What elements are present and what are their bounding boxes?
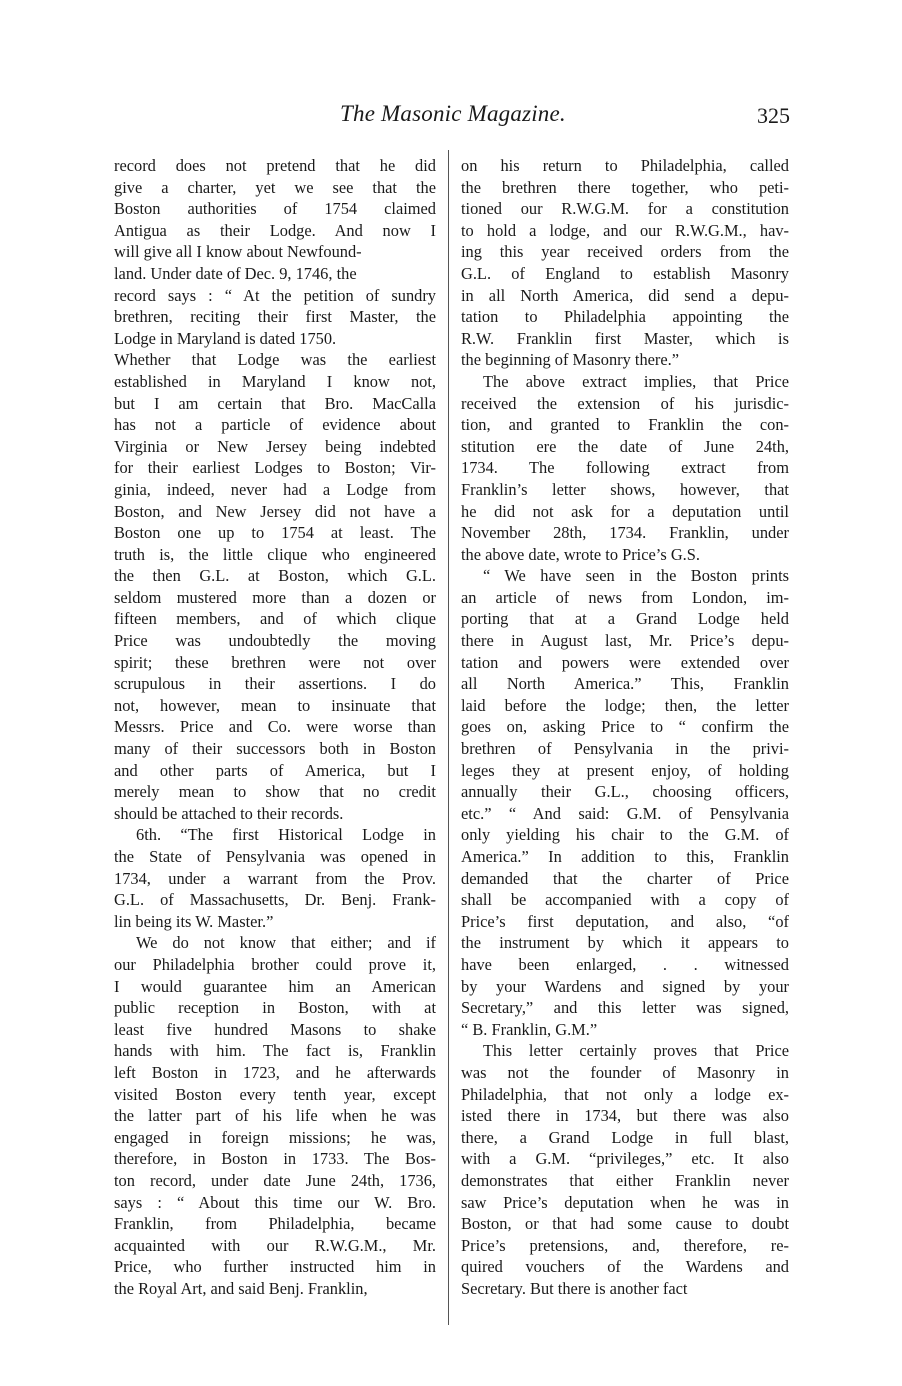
left-column-line: but I am certain that Bro. MacCalla [114,393,436,413]
right-column-line: 1734. The following extract from [461,458,789,478]
left-column-line: ton record, under date June 24th, 1736, [114,1170,436,1190]
right-column-line: to hold a lodge, and our R.W.G.M., hav- [461,220,789,240]
right-column-line: “ B. Franklin, G.M.” [461,1019,598,1039]
left-column-line: engaged in foreign missions; he was, [114,1127,436,1147]
right-column-line: This letter certainly proves that Price [483,1041,789,1061]
left-column-line: seldom mustered more than a dozen or [114,587,436,607]
left-column-line: 6th. “The first Historical Lodge in [136,825,436,845]
right-column-line: received the extension of his jurisdic- [461,393,789,413]
left-column-line: therefore, in Boston in 1733. The Bos- [114,1149,436,1169]
left-column-line: will give all I know about Newfound- [114,242,362,262]
left-column-line: lin being its W. Master.” [114,911,274,931]
left-column-line: acquainted with our R.W.G.M., Mr. [114,1235,436,1255]
right-column-line: laid before the lodge; then, the letter [461,695,789,715]
right-column-line: he did not ask for a deputation until [461,501,789,521]
right-column-line: isted there in 1734, but there was also [461,1106,789,1126]
right-column-line: goes on, asking Price to “ confirm the [461,717,789,737]
page-number: 325 [757,103,790,128]
left-column-line: Antigua as their Lodge. And now I [114,220,436,240]
right-column-line: by your Wardens and signed by your [461,976,789,996]
right-column-line: there in August last, Mr. Price’s depu- [461,631,789,651]
right-column-line: November 28th, 1734. Franklin, under [461,523,789,543]
right-column-line: brethren of Pensylvania in the privi- [461,739,789,759]
left-column-line: brethren, reciting their first Master, the [114,307,436,327]
right-column-line: Secretary. But there is another fact [461,1278,688,1298]
right-column-line: Secretary,” and this letter was signed, [461,998,789,1018]
left-column-line: the latter part of his life when he was [114,1106,436,1126]
left-column-line: hands with him. The fact is, Franklin [114,1041,436,1061]
right-column-line: The above extract implies, that Price [483,371,789,391]
right-column-line: annually their G.L., choosing officers, [461,782,789,802]
right-column-line: demonstrates that either Franklin never [461,1170,789,1190]
right-column-line: Boston, or that had some cause to doubt [461,1214,789,1234]
right-column-line: with a G.M. “privileges,” etc. It also [461,1149,789,1169]
left-column-line: 1734, under a warrant from the Prov. [114,868,436,888]
left-column-line: truth is, the little clique who engineered [114,544,436,564]
left-column-line: record says : “ At the petition of sundry [114,285,436,305]
right-column-line: Philadelphia, that not only a lodge ex- [461,1084,789,1104]
right-column-line: tion, and granted to Franklin the con- [461,415,789,435]
left-column-line: public reception in Boston, with at [114,998,436,1018]
right-column-line: quired vouchers of the Wardens and [461,1257,789,1277]
left-column-line: left Boston in 1723, and he afterwards [114,1062,436,1082]
right-column-line: an article of news from London, im- [461,587,789,607]
right-column-line: the above date, wrote to Price’s G.S. [461,544,700,564]
running-title: The Masonic Magazine. [340,101,566,126]
right-column-line: Price’s pretensions, and, therefore, re- [461,1235,789,1255]
left-column-line: Price, who further instructed him in [114,1257,436,1277]
right-column-line: tioned our R.W.G.M. for a constitution [461,199,789,219]
left-column-line: Messrs. Price and Co. were worse than [114,717,436,737]
left-column-line: Whether that Lodge was the earliest [114,350,436,370]
left-column [114,155,436,1325]
right-column-line: America.” In addition to this, Franklin [461,847,789,866]
right-column-line: have been enlarged, . . witnessed [461,954,789,974]
left-column-line: least five hundred Masons to shake [114,1019,436,1039]
right-column-line: R.W. Franklin first Master, which is [461,328,789,348]
left-column-line: the then G.L. at Boston, which G.L. [114,566,436,586]
left-column-line: says : “ About this time our W. Bro. [114,1192,436,1212]
right-column-line: tation and powers were extended over [461,652,789,672]
right-column-line: in all North America, did send a depu- [461,285,789,305]
right-column-line: only yielding his chair to the G.M. of [461,825,789,845]
left-column-line: land. Under date of Dec. 9, 1746, the [114,263,357,283]
left-column-line: Boston authorities of 1754 claimed [114,199,436,219]
left-column-line: should be attached to their records. [114,803,344,823]
right-column-line: all North America.” This, Franklin [461,674,789,694]
left-column-line: We do not know that either; and if [136,933,436,953]
right-column-line: Price’s first deputation, and also, “of [461,911,789,931]
right-column-line: tation to Philadelphia appointing the [461,307,789,327]
left-column-line: for their earliest Lodges to Boston; Vir- [114,458,436,478]
right-column-line: Franklin’s letter shows, however, that [461,479,789,499]
right-column-line: leges they at present enjoy, of holding [461,760,789,780]
left-column-line: Lodge in Maryland is dated 1750. [114,328,337,348]
left-column-line: scrupulous in their assertions. I do [114,674,436,694]
right-column [461,155,789,1325]
left-column-line: Virginia or New Jersey being indebted [114,436,436,456]
right-column-line: demanded that the charter of Price [461,868,789,888]
right-column-line: G.L. of England to establish Masonry [461,263,789,283]
right-column-line: stitution ere the date of June 24th, [461,436,789,456]
left-column-line: Boston one up to 1754 at least. The [114,523,436,543]
left-column-line: and other parts of America, but I [114,760,436,780]
left-column-line: has not a particle of evidence about [114,415,436,435]
page-header [0,95,902,135]
left-column-line: Boston, and New Jersey did not have a [114,501,436,521]
right-column-line: the beginning of Masonry there.” [461,350,680,370]
left-column-line: fifteen members, and of which clique [114,609,436,629]
left-column-line: established in Maryland I know not, [114,371,436,391]
left-column-line: ginia, indeed, never had a Lodge from [114,479,436,499]
left-column-line: Price was undoubtedly the moving [114,631,436,651]
right-column-line: porting that at a Grand Lodge held [461,609,789,629]
left-column-line: our Philadelphia brother could prove it, [114,954,436,974]
column-divider [448,150,449,1325]
left-column-line: merely mean to show that no credit [114,782,436,802]
right-column-line: shall be accompanied with a copy of [461,890,789,910]
right-column-line: the instrument by which it appears to [461,933,789,953]
left-column-line: G.L. of Massachusetts, Dr. Benj. Frank- [114,890,436,910]
right-column-line: was not the founder of Masonry in [461,1062,789,1082]
left-column-line: give a charter, yet we see that the [114,177,436,197]
left-column-line: the Royal Art, and said Benj. Franklin, [114,1278,368,1298]
right-column-line: on his return to Philadelphia, called [461,156,789,175]
right-column-line: “ We have seen in the Boston prints [483,566,789,586]
left-column-line: Franklin, from Philadelphia, became [114,1214,436,1234]
left-column-line: record does not pretend that he did [114,156,436,175]
left-column-line: not, however, mean to insinuate that [114,695,436,715]
right-column-line: ing this year received orders from the [461,242,789,262]
right-column-line: the brethren there together, who peti- [461,177,789,197]
right-column-line: etc.” “ And said: G.M. of Pensylvania [461,803,789,823]
left-column-line: many of their successors both in Boston [114,739,436,759]
right-column-line: saw Price’s deputation when he was in [461,1192,789,1212]
right-column-line: there, a Grand Lodge in full blast, [461,1127,789,1147]
left-column-line: the State of Pensylvania was opened in [114,847,436,866]
left-column-line: visited Boston every tenth year, except [114,1084,436,1104]
left-column-line: I would guarantee him an American [114,976,436,996]
left-column-line: spirit; these brethren were not over [114,652,436,672]
